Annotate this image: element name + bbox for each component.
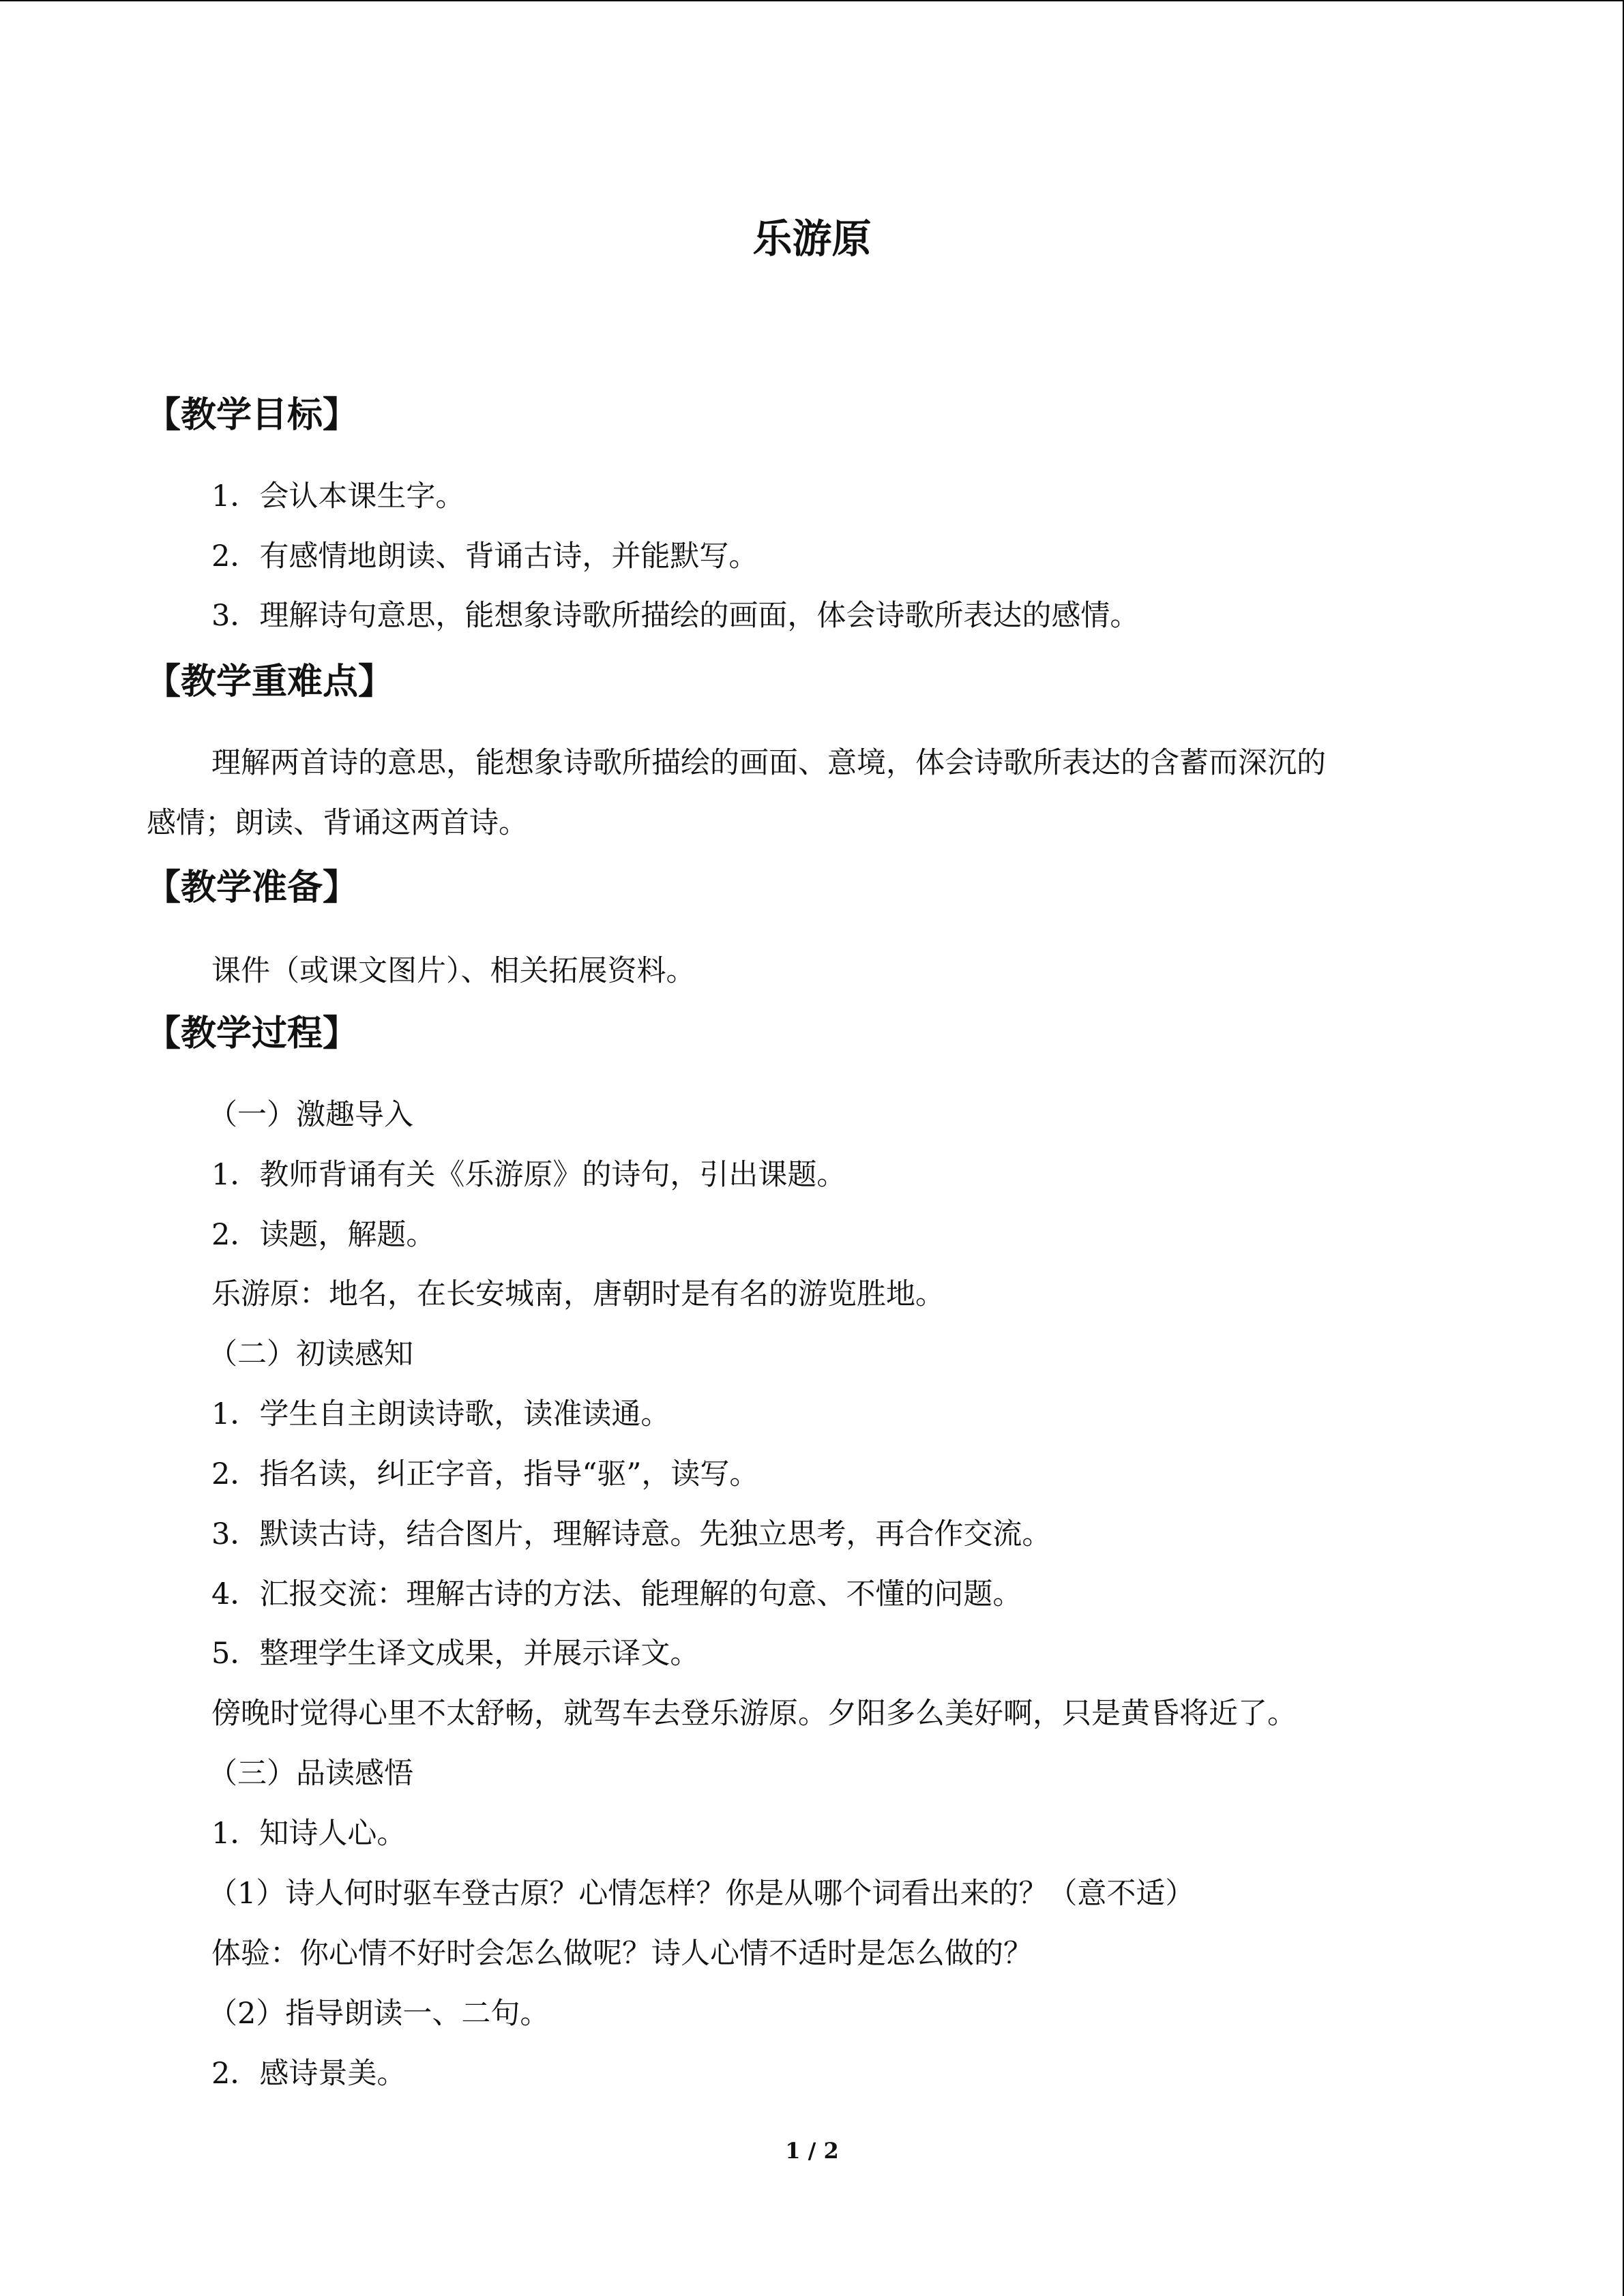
process-line: 乐游原：地名，在长安城南，唐朝时是有名的游览胜地。: [211, 1277, 945, 1311]
preparation-text: 课件（或课文图片）、相关拓展资料。: [211, 954, 696, 988]
process-line: 1．知诗人心。: [211, 1817, 407, 1851]
process-line: 1．教师背诵有关《乐游原》的诗句，引出课题。: [211, 1158, 846, 1192]
process-line: （1）诗人何时驱车登古原？心情怎样？你是从哪个词看出来的？（意不适）: [208, 1877, 1195, 1911]
process-line: 傍晚时觉得心里不太舒畅，就驾车去登乐游原。夕阳多么美好啊，只是黄昏将近了。: [211, 1697, 1297, 1731]
process-subheading: （二）初读感知: [208, 1337, 413, 1371]
process-subheading: （三）品读感悟: [208, 1757, 413, 1791]
process-line: 2．读题，解题。: [211, 1218, 436, 1252]
process-line: 2．指名读，纠正字音，指导“驱”，读写。: [211, 1457, 759, 1491]
objective-item: 1．会认本课生字。: [211, 479, 465, 513]
process-line: 5．整理学生译文成果，并展示译文。: [211, 1637, 700, 1671]
page-number: 1 / 2: [785, 2138, 839, 2164]
process-line: 体验：你心情不好时会怎么做呢？诗人心情不适时是怎么做的？: [211, 1937, 1033, 1971]
key-points-line: 感情；朗读、背诵这两首诗。: [147, 806, 528, 840]
heading-preparation: 【教学准备】: [145, 867, 359, 908]
process-subheading: （一）激趣导入: [208, 1098, 413, 1132]
key-points-line: 理解两首诗的意思，能想象诗歌所描绘的画面、意境，体会诗歌所表达的含蓄而深沉的: [211, 746, 1326, 780]
heading-key-points: 【教学重难点】: [145, 661, 394, 702]
heading-process: 【教学过程】: [145, 1013, 359, 1054]
heading-objectives: 【教学目标】: [145, 395, 359, 436]
process-line: 3．默读古诗，结合图片，理解诗意。先独立思考，再合作交流。: [211, 1517, 1052, 1551]
process-line: 2．感诗景美。: [211, 2057, 407, 2091]
process-line: 4．汇报交流：理解古诗的方法、能理解的句意、不懂的问题。: [211, 1577, 1022, 1611]
document-title: 乐游原: [752, 215, 872, 262]
process-line: 1．学生自主朗读诗歌，读准读通。: [211, 1397, 670, 1431]
objective-item: 2．有感情地朗读、背诵古诗，并能默写。: [211, 539, 758, 573]
process-line: （2）指导朗读一、二句。: [208, 1997, 550, 2031]
objective-item: 3．理解诗句意思，能想象诗歌所描绘的画面，体会诗歌所表达的感情。: [211, 599, 1140, 633]
